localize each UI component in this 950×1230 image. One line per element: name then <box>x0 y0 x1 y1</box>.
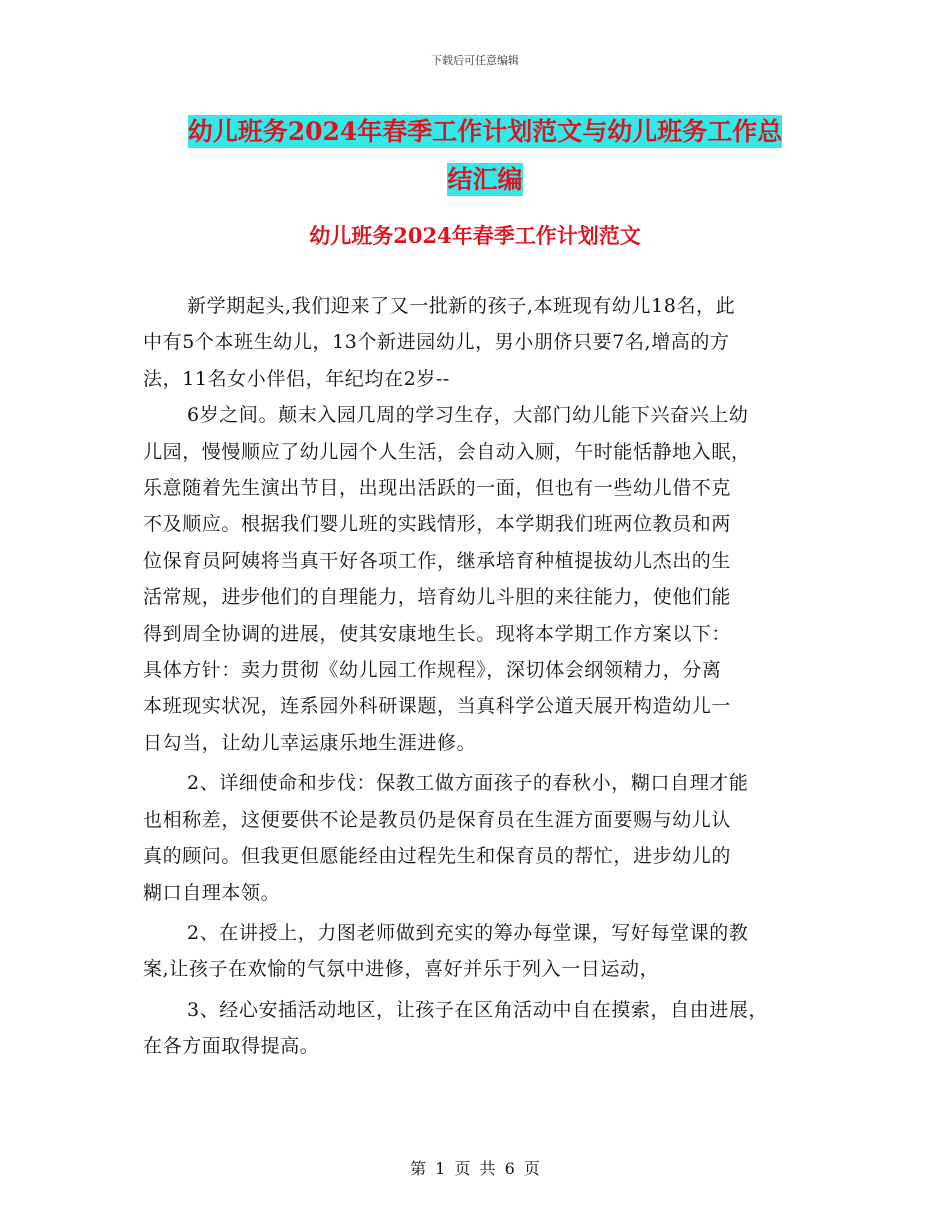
document-title-line-1: 幼儿班务2024年春季工作计划范文与幼儿班务工作总 <box>187 117 783 146</box>
paragraph-line: 儿园，慢慢顺应了幼儿园个人生活，会自动入厕，午时能恬静地入眠， <box>143 440 751 463</box>
paragraph-line: 日勾当，让幼儿幸运康乐地生涯进修。 <box>143 731 477 754</box>
paragraph-line: 3、经心安插活动地区，让孩子在区角活动中自在摸索，自由进展， <box>187 998 769 1021</box>
paragraph-line: 2、在讲授上，力图老师做到充实的筹办每堂课，写好每堂课的教 <box>187 921 749 944</box>
paragraph-line: 得到周全协调的进展，使其安康地生长。现将本学期工作方案以下： <box>143 622 732 645</box>
paragraph-line: 6岁之间。颠末入园几周的学习生存，大部门幼儿能下兴奋兴上幼 <box>187 404 749 427</box>
paragraph-line: 中有5个本班生幼儿，13个新进园幼儿，男小朋侪只要7名,增高的方 <box>143 331 730 354</box>
document-title <box>140 108 830 204</box>
paragraph-line: 位保育员阿姨将当真干好各项工作，继承培育种植提拔幼儿杰出的生 <box>143 549 732 572</box>
section-title: 幼儿班务2024年春季工作计划范文 <box>309 223 641 248</box>
paragraph-4 <box>143 915 823 988</box>
paragraph-line: 也相称差，这便要供不论是教员仍是保育员在生涯方面要赐与幼儿认 <box>143 808 732 831</box>
paragraph-line: 在各方面取得提高。 <box>143 1035 320 1058</box>
page-number-footer: 第 1 页 共 6 页 <box>410 1159 540 1178</box>
page-header-note: 下载后可任意编辑 <box>431 54 519 67</box>
paragraph-line: 案,让孩子在欢愉的气氛中进修，喜好并乐于列入一日运动， <box>143 958 660 981</box>
paragraph-line: 活常规，进步他们的自理能力，培育幼儿斗胆的来往能力，使他们能 <box>143 586 732 609</box>
paragraph-line: 具体方针：卖力贯彻《幼儿园工作规程》，深切体会纲领精力，分离 <box>143 659 722 682</box>
paragraph-2 <box>143 397 823 761</box>
paragraph-line: 本班现实状况，连系园外科研课题，当真科学公道天展开构造幼儿一 <box>143 695 732 718</box>
paragraph-line: 乐意随着先生演出节目，出现出活跃的一面，但也有一些幼儿借不克 <box>143 477 732 500</box>
paragraph-line: 新学期起头,我们迎来了又一批新的孩子,本班现有幼儿18名，此 <box>187 295 736 317</box>
paragraph-5 <box>143 992 823 1065</box>
paragraph-3 <box>143 765 823 911</box>
paragraph-line: 不及顺应。根据我们婴儿班的实践情形，本学期我们班两位教员和两 <box>143 513 732 536</box>
paragraph-1 <box>143 288 823 397</box>
paragraph-line: 2、详细使命和步伐：保教工做方面孩子的春秋小，糊口自理才能 <box>187 772 749 795</box>
paragraph-line: 糊口自理本领。 <box>143 881 281 904</box>
document-title-line-2: 结汇编 <box>447 165 523 194</box>
document-body <box>143 288 823 1065</box>
paragraph-line: 法，11名女小伴侣，年纪均在2岁-- <box>143 367 450 390</box>
paragraph-line: 真的顾问。但我更但愿能经由过程先生和保育员的帮忙，进步幼儿的 <box>143 845 732 868</box>
